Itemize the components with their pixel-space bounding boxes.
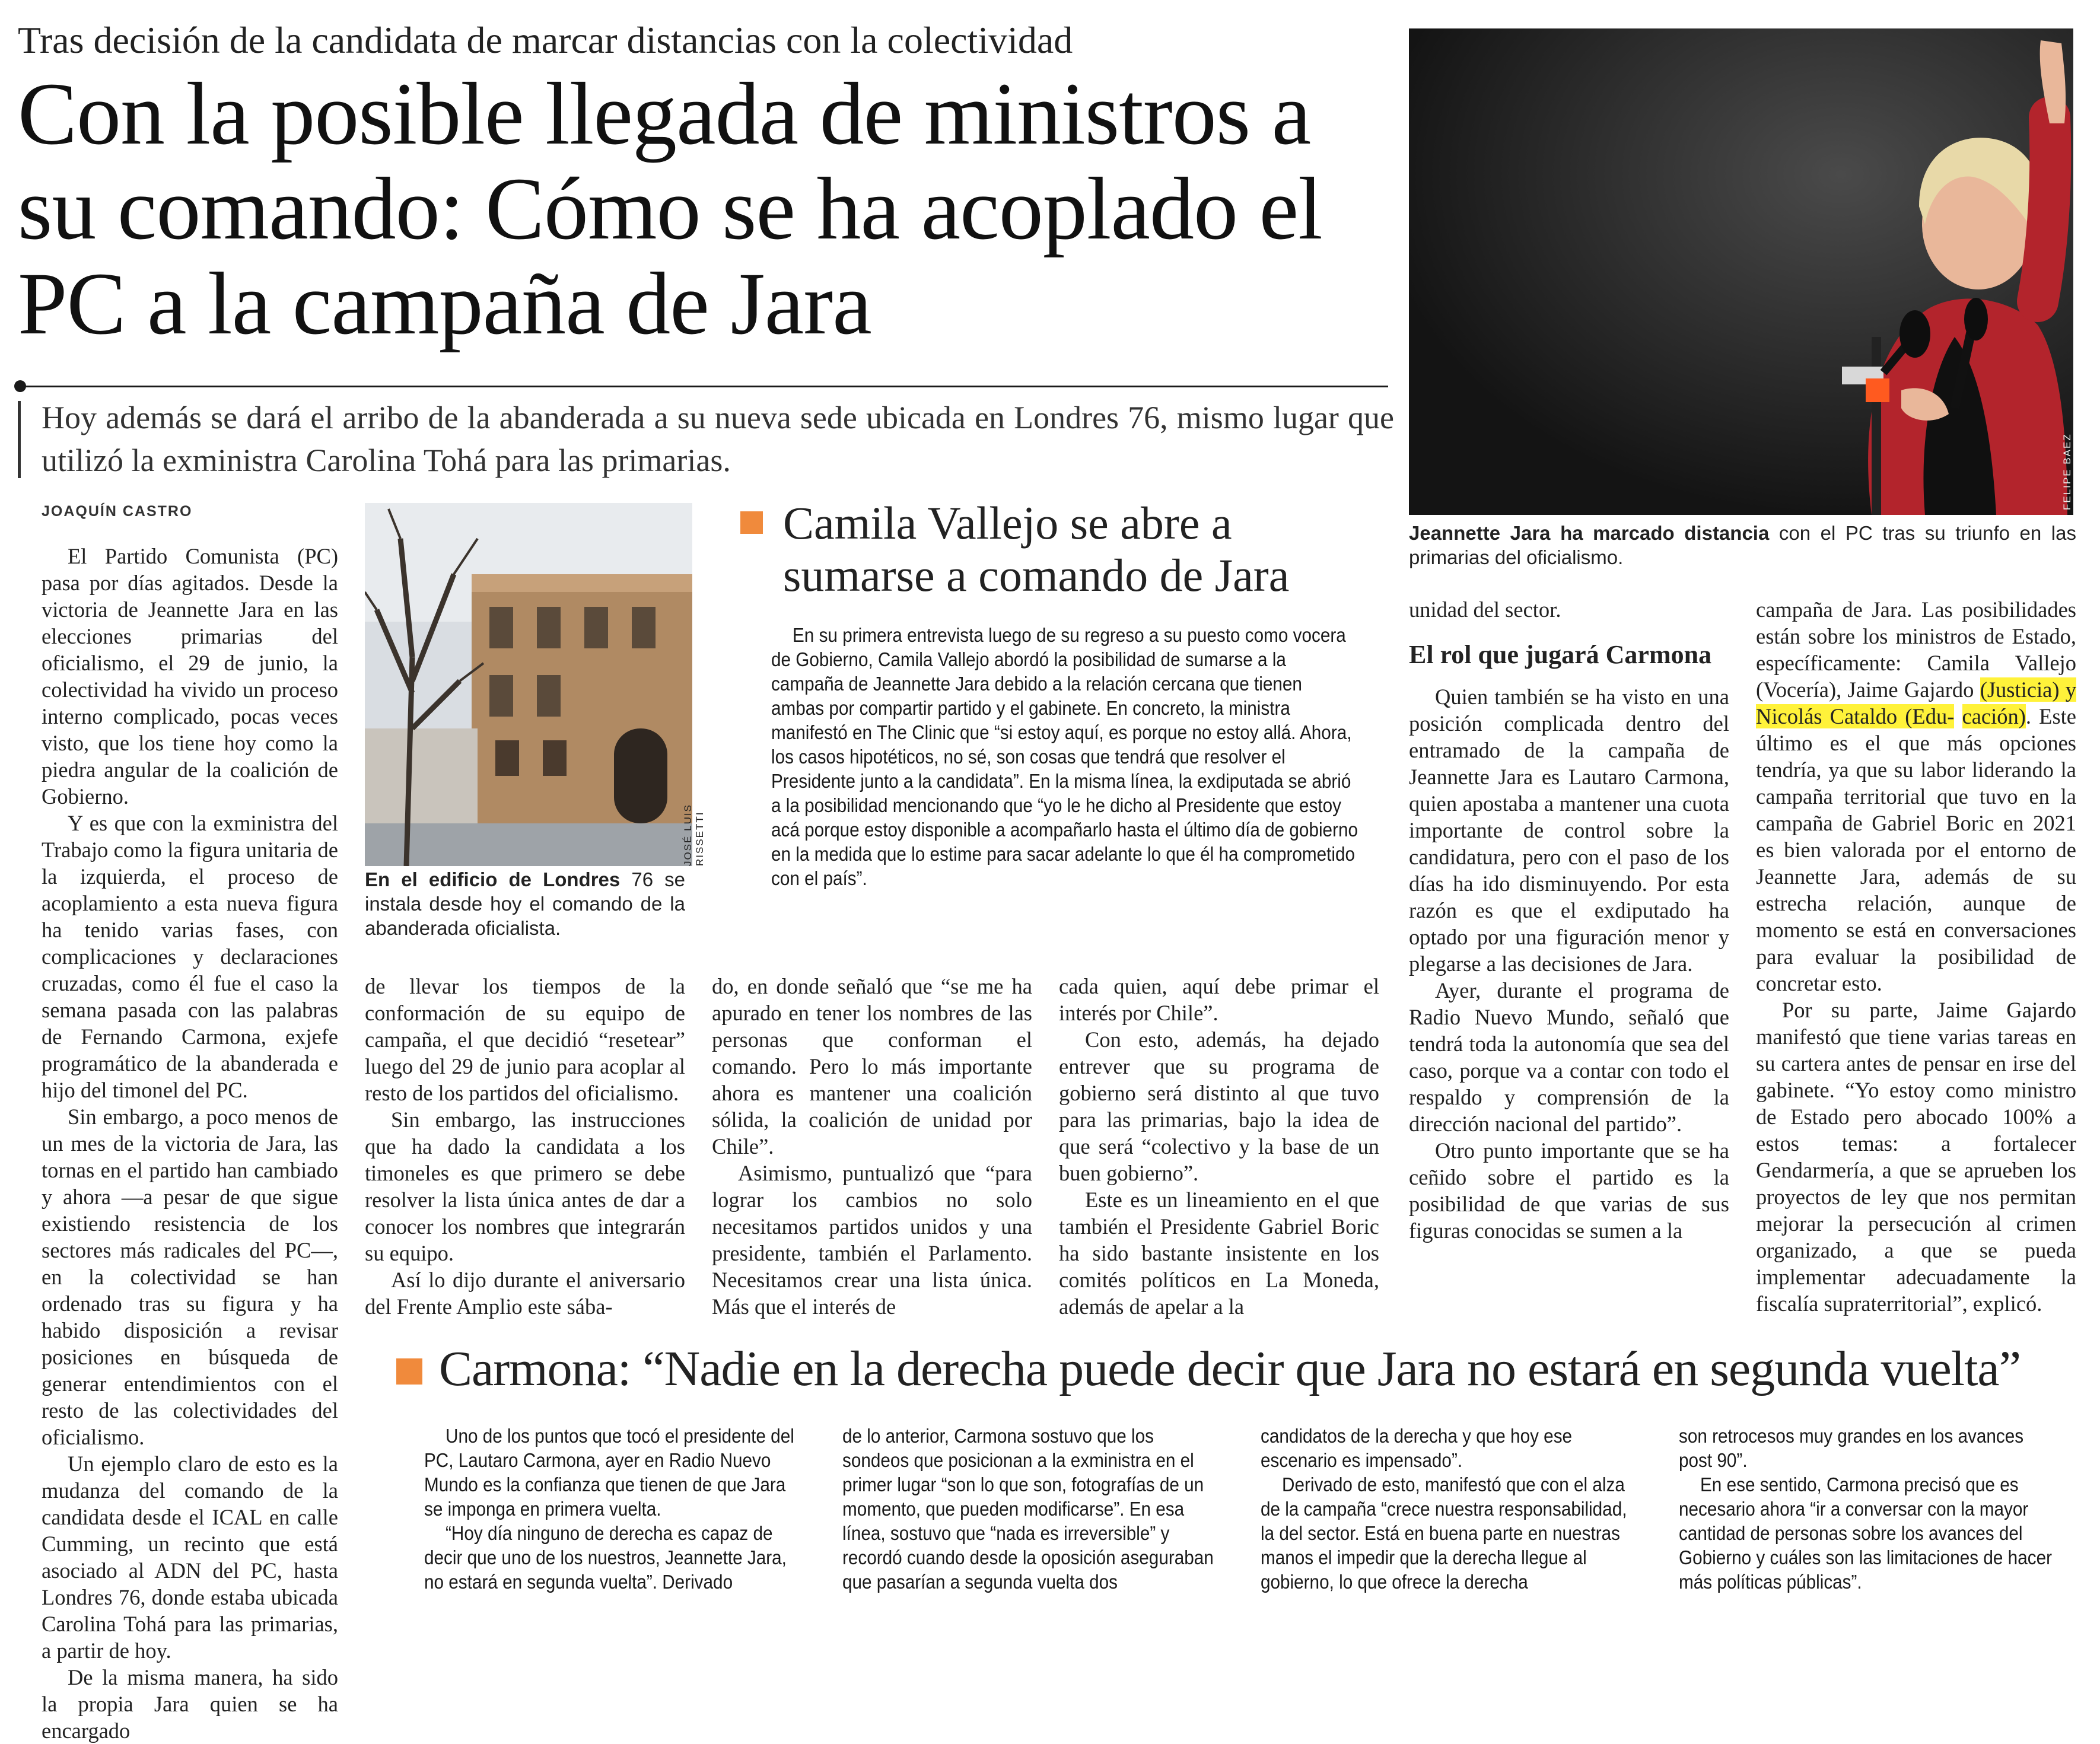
sidebar-carmona-column-4 <box>1679 1424 2053 1594</box>
paragraph: candidatos de la derecha y que hoy ese escenario es impensado”. <box>1261 1425 1573 1471</box>
paragraph: Así lo dijo durante el aniversario del Frente Amplio este sába- <box>365 1268 685 1319</box>
paragraph: Este es un lineamiento en el que también el Presidente Gabriel Boric ha sido bastante insistente en los comités políticos en La Moneda, además de apelar a la <box>1059 1188 1379 1319</box>
paragraph: De la misma manera, ha sido la propia Jara quien se ha encargado <box>42 1665 338 1743</box>
paragraph: Por su parte, Jaime Gajardo manifestó que tiene varias tareas en su cartera antes de pensar en irse del gabinete. “Yo estoy como ministro de Estado pero abocado 100% a estos temas: a fortalecer Gendarmería, a que se aprueben los proyectos de ley que nos permitan mejorar la persecución al crimen organizado, a que se pueda implementar adecuadamente la fiscalía supraterritorial”, explicó. <box>1756 998 2076 1316</box>
paragraph: Sin embargo, las instrucciones que ha dado la candidata a los timoneles es que primero se debe resolver la lista única antes de dar a conocer los nombres que integrarán su equipo. <box>365 1107 685 1265</box>
paragraph: son retrocesos muy grandes en los avances post 90”. <box>1679 1425 2024 1471</box>
paragraph: Sin embargo, a poco menos de un mes de la victoria de Jara, las tornas en el partido han cambiado y ahora —a pesar de que sigue existiendo resistencia de los sectores más radicales del PC—, en la colectividad se han ordenado tras su figura y ha habido disposición a revisar posiciones en búsqueda de generar entendimientos con el resto de las colectividades del oficialismo. <box>42 1105 338 1449</box>
caption-text: con el PC tras su triunfo en las primarias del oficialismo. <box>1409 522 2076 568</box>
paragraph: de llevar los tiempos de la conformación de su equipo de campaña, el que decidió “resetear” luego del 29 de junio para acoplar al resto de los partidos del oficialismo. <box>365 974 685 1105</box>
paragraph: Asimismo, puntualizó que “para lograr los cambios no solo necesitamos partidos unidos y una presidente, también el Parlamento. Necesitamos crear una lista única. Más que el interés de <box>712 1161 1032 1319</box>
orange-square-icon <box>396 1358 422 1385</box>
building-caption <box>365 867 685 940</box>
caption-text: 76 se instala desde hoy el comando de la abanderada oficialista. <box>365 868 685 939</box>
paragraph: Y es que con la exministra del Trabajo como la figura unitaria de la izquierda, el proceso de acoplamiento a esta nueva figura ha tenido varias fases, con complicaciones y declaraciones cruzadas, como él fue el caso la semana pasada con las palabras de Fernando Carmona, exjefe programático de la abanderada e hijo del timonel del PC. <box>42 811 338 1102</box>
paragraph: Uno de los puntos que tocó el presidente del PC, Lautaro Carmona, ayer en Radio Nuevo Mundo es la confianza que tienen de que Jara se imponga en primera vuelta. <box>424 1425 794 1520</box>
paragraph: Con esto, además, ha dejado entrever que su programa de gobierno será distinto al que tuvo para las primarias, bajo la idea de que será “colectivo y la base de un buen gobierno”. <box>1059 1027 1379 1185</box>
text-run: . Este último es el que más opciones tendría, ya que su labor liderando la campaña territorial que tuvo en la campaña de Gabriel Boric en 2021 es bien valorada por el entorno de Jeannette Jara, además de su estrecha relación, aunque de momento se está en conversaciones para evaluar la posibilidad de concretar esto. <box>1756 704 2076 995</box>
sidebar-carmona-column-1 <box>424 1424 798 1594</box>
paragraph: El Partido Comunista (PC) pasa por días agitados. Desde la victoria de Jeannette Jara en las elecciones primarias del oficialismo, el 29 de junio, la colectividad ha vivido un proceso interno complicado, pocas veces visto, que los tiene hoy como la piedra angular de la coalición de Gobierno. <box>42 544 338 809</box>
body-column-3 <box>712 973 1032 1364</box>
paragraph: En su primera entrevista luego de su regreso a su puesto como vocera de Gobierno, Camila Vallejo abordó la posibilidad de sumarse a la campaña de Jeannette Jara debido a la relación cercana que tienen ambas por compartir partido y el gabinete. En concreto, la ministra manifestó en The Clinic que “si estoy aquí, es porque no estoy allá. Ahora, los casos hipotéticos, no sé, son cosas que tendrá que resolver el Presidente junto a la candidata”. En la misma línea, la exdiputada se abrió a la posibilidad mencionando que “yo le he dicho al Presidente que estoy acá porque estoy disponible a acompañarlo hasta el último día de gobierno en la medida que lo estime para sacar adelante lo que él ha comprometido con el país”. <box>771 624 1358 889</box>
kicker: Tras decisión de la candidata de marcar distancias con la colectividad <box>18 19 1073 61</box>
body-column-1 <box>42 543 338 1743</box>
main-photo <box>1409 28 2073 515</box>
main-photo-illustration <box>1409 28 2073 515</box>
paragraph: En ese sentido, Carmona precisó que es necesario ahora “ir a conversar con la mayor cantidad de personas sobre los avances del Gobierno y cuáles son las limitaciones de hacer más políticas públicas”. <box>1679 1474 2052 1593</box>
deck: Hoy además se dará el arribo de la abanderada a su nueva sede ubicada en Londres 76, mismo lugar que utilizó la exministra Carolina Tohá para las primarias. <box>42 400 1394 478</box>
body-column-5 <box>1409 596 1729 1308</box>
paragraph: Derivado de esto, manifestó que con el alza de la campaña “crece nuestra responsabilidad, la del sector. Está en buena parte en nuestras manos el impedir que la derecha llegue al gobierno, lo que ofrece la derecha <box>1261 1474 1627 1593</box>
sidebar-carmona-column-3 <box>1261 1424 1634 1594</box>
paragraph: cada quien, aquí debe primar el interés por Chile”. <box>1059 974 1379 1025</box>
photo-credit: FELIPE BAEZ <box>2061 433 2073 510</box>
paragraph: “Hoy día ninguno de derecha es capaz de decir que uno de los nuestros, Jeannette Jara, no estará en segunda vuelta”. Derivado <box>424 1522 787 1593</box>
paragraph: Ayer, durante el programa de Radio Nuevo Mundo, señaló que tendrá toda la autonomía que sea del caso, porque va a contar con todo el respaldo y comprensión de la dirección nacional del partido”. <box>1409 978 1729 1136</box>
paragraph <box>1756 596 2076 997</box>
body-column-2 <box>365 973 685 1364</box>
paragraph: de lo anterior, Carmona sostuvo que los sondeos que posicionan a la exministra en el primer lugar “son lo que son, fotografías de un momento, que pueden modificarse”. En esa línea, sostuvo que “nada es irreversible” y recordó cuando desde la oposición aseguraban que pasarían a segunda vuelta dos <box>842 1425 1214 1593</box>
building-photo <box>365 503 692 866</box>
highlighted-text: cación) <box>1962 704 2026 728</box>
caption-bold: En el edificio de Londres <box>365 868 621 890</box>
byline: JOAQUÍN CASTRO <box>42 503 193 520</box>
sidebar-vallejo-title: Camila Vallejo se abre a sumarse a comando de Jara <box>783 497 1290 601</box>
highlighted-text: (Justicia) y Nicolás Cataldo (Edu- <box>1756 677 2076 728</box>
headline: Con la posible llegada de ministros a su comando: Cómo se ha acoplado el PC a la campaña de Jara <box>18 65 1322 353</box>
paragraph: Un ejemplo claro de esto es la mudanza del comando de la candidata desde el ICAL en calle Cumming, un recinto que está asociado al ADN del PC, hasta Londres 76, donde estaba ubicada Carolina Tohá para las primarias, a partir de hoy. <box>42 1452 338 1663</box>
deck-bar <box>18 401 21 478</box>
orange-square-icon <box>740 511 763 534</box>
headline-rule <box>18 386 1388 387</box>
paragraph: do, en donde señaló que “se me ha apurado en tener los nombres de las personas que conforman el comando. Pero lo más importante ahora es mantener una coalición sólida, la coalición de unidad por Chile”. <box>712 974 1032 1159</box>
section-subhead: El rol que jugará Carmona <box>1409 640 1712 669</box>
body-column-4 <box>1059 973 1379 1364</box>
paragraph: Otro punto importante que se ha ceñido sobre el partido es la posibilidad de que varias de sus figuras conocidas se sumen a la <box>1409 1138 1729 1243</box>
caption-bold: Jeannette Jara ha marcado distancia <box>1409 522 1770 544</box>
paragraph: Quien también se ha visto en una posición complicada dentro del entramado de la campaña de Jeannette Jara es Lautaro Carmona, quien apostaba a mantener una cuota importante de control sobre la candidatura, pero con el paso de los días ha ido disminuyendo. Por esta razón es que el exdiputado ha optado por una figuración menor y plegarse a las decisiones de Jara. <box>1409 685 1729 976</box>
body-column-6 <box>1756 596 2076 1316</box>
paragraph: unidad del sector. <box>1409 597 1561 622</box>
sidebar-carmona-title: Carmona: “Nadie en la derecha puede decir que Jara no estará en segunda vuelta” <box>439 1341 2021 1396</box>
sidebar-vallejo-body <box>771 623 1358 890</box>
main-photo-caption <box>1409 521 2076 569</box>
photo-credit: JOSÉ LUIS RISSETTI <box>682 804 705 866</box>
text-run: campaña de Jara. Las posibilidades están sobre los ministros de Estado, específicamente: Camila Vallejo (Vocería), Jaime Gajardo <box>1756 597 2076 702</box>
building-photo-illustration <box>365 503 692 866</box>
sidebar-carmona-column-2 <box>842 1424 1216 1594</box>
rule-dot <box>14 380 26 392</box>
